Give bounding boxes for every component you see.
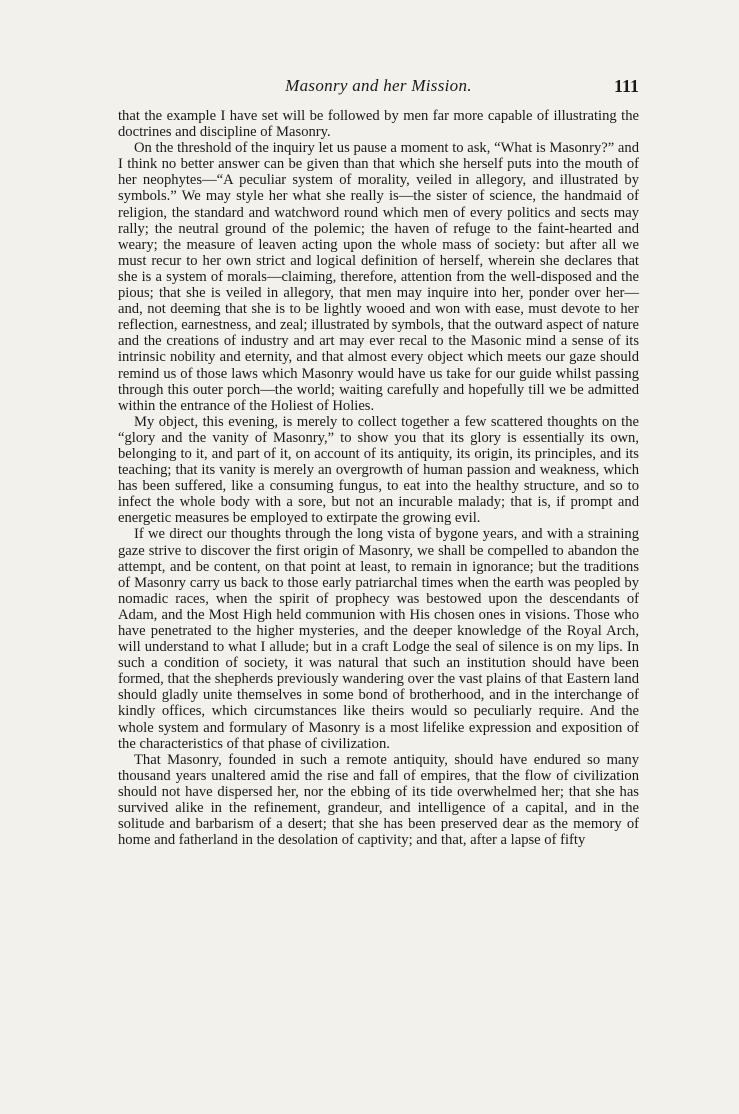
paragraph-continued: that the example I have set will be followed by men far more capable of illustrating the doctrines and discipline of Masonry. <box>118 108 639 141</box>
paragraph-definition: On the threshold of the inquiry let us pause a moment to ask, “What is Masonry?” and I think no better answer can be given than that which she herself puts into the mouth of her neophytes—“A peculiar system of morality, veiled in allegory, and illustrated by symbols.” We may style her what she really is—the sister of science, the handmaid of religion, the standard and watchword round which men of every politics and sects may rally; the neutral ground of the polemic; the haven of refuge to the faint-hearted and weary; the measure of leaven acting upon the whole mass of society: but after all we must recur to her own strict and logical definition of herself, wherein she declares that she is a system of morals—claiming, therefore, attention from the well-disposed and the pious; that she is veiled in allegory, that men may inquire into her, ponder over her—and, not deeming that she is to be lightly wooed and won with ease, must devote to her reflection, earnestness, and zeal; illustrated by symbols, that the outward aspect of nature and the creations of industry and art may ever recal to the Masonic mind a sense of its intrinsic nobility and eternity, and that almost every object which meets our gaze should remind us of those laws which Masonry would have us take for our guide whilst passing through this outer porch—the world; waiting carefully and hopefully till we be admitted within the entrance of the Holiest of Holies. <box>118 140 639 414</box>
paragraph-endurance: That Masonry, founded in such a remote antiquity, should have endured so many thousand years unaltered amid the rise and fall of empires, that the flow of civilization should not have dispersed her, nor the ebbing of its tide overwhelmed her; that she has survived alike in the refinement, grandeur, and intelligence of a capital, and in the solitude and barbarism of a desert; that she has been preserved dear as the memory of home and fatherland in the desolation of captivity; and that, after a lapse of fifty <box>118 751 639 849</box>
paragraph-origin: If we direct our thoughts through the long vista of bygone years, and with a straining gaze strive to discover the first origin of Masonry, we shall be compelled to abandon the attempt, and be content, on that point at least, to remain in ignorance; but the traditions of Masonry carry us back to those early patriarchal times when the earth was peopled by nomadic races, when the spirit of prophecy was bestowed upon the descendants of Adam, and the Most High held communion with His chosen ones in visions. Those who have penetrated to the higher mysteries, and the deeper knowledge of the Royal Arch, will understand to what I allude; but in a craft Lodge the seal of silence is on my lips. In such a condition of society, it was natural that such an institution should have been formed, that the shepherds previously wandering over the vast plains of that Eastern land should gladly unite themselves in some bond of brotherhood, and in the interchange of kindly offices, which circumstances like theirs would so peculiarly require. And the whole system and formulary of Masonry is a most lifelike expression and exposition of the characteristics of that phase of civilization. <box>118 526 639 752</box>
page-header <box>118 76 639 104</box>
page-number: 111 <box>613 76 639 96</box>
paragraph-object: My object, this evening, is merely to collect together a few scattered thoughts on the “glory and the vanity of Masonry,” to show you that its glory is essentially its own, belonging to it, and part of it, on account of its antiquity, its origin, its principles, and its teaching; that its vanity is merely an overgrowth of human passion and weakness, which has been suffered, like a consuming fungus, to eat into the healthy structure, and so to infect the whole body with a sore, but not an incurable malady; that is, if prompt and energetic measures be employed to extirpate the growing evil. <box>118 413 639 527</box>
body-text <box>118 108 639 848</box>
running-title: Masonry and her Mission. <box>285 76 472 95</box>
